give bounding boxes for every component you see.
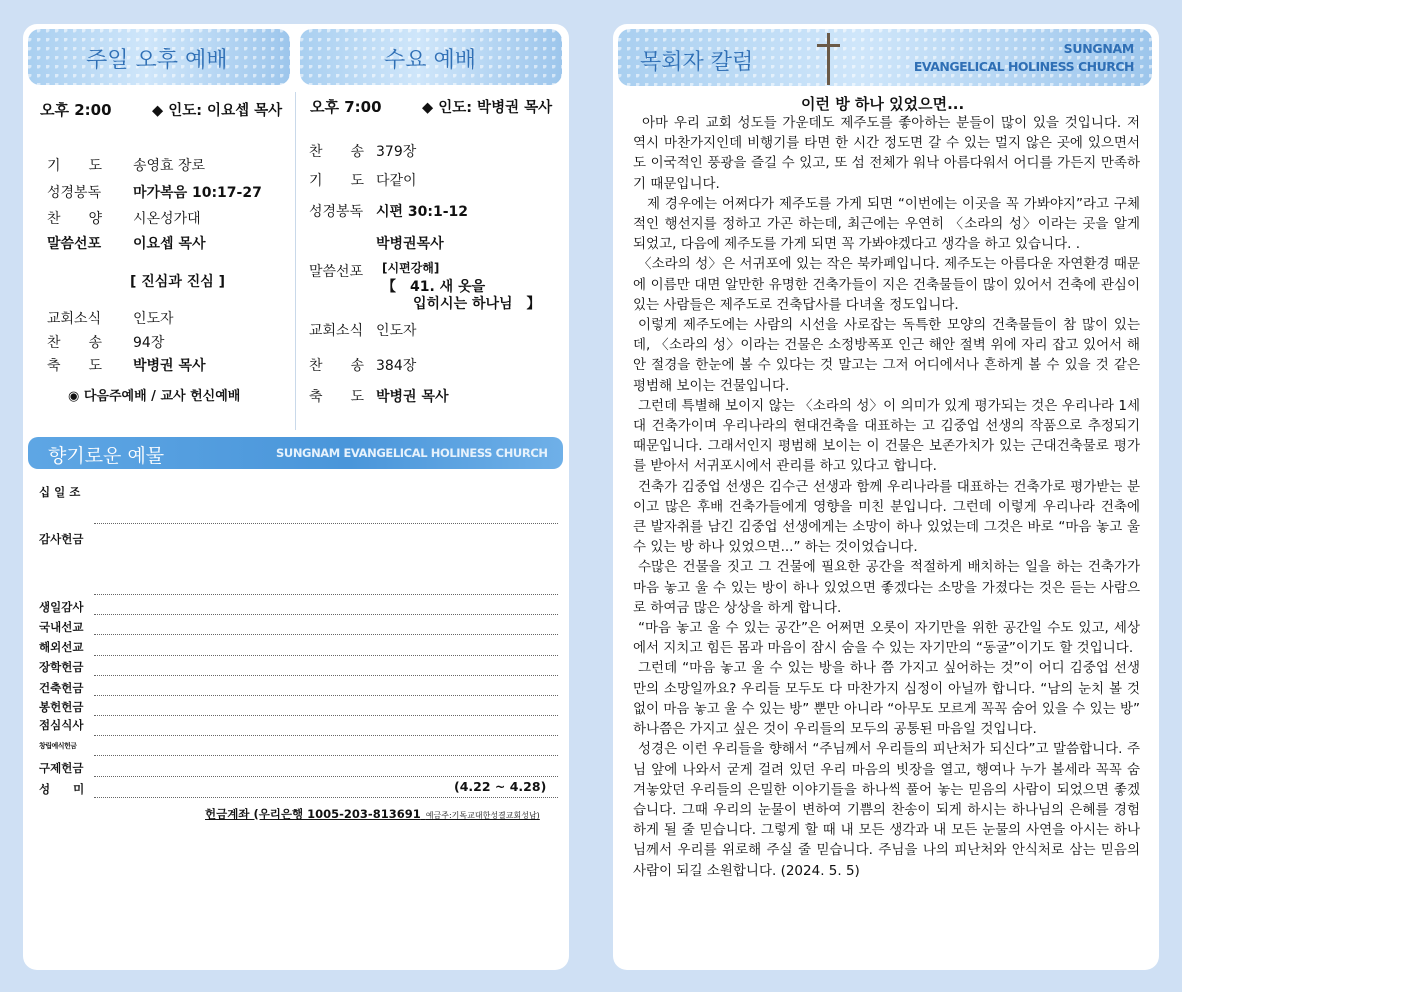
offering-line [94, 614, 558, 615]
column-paragraph: 제 경우에는 어쩌다가 제주도를 가게 되면 “이번에는 이곳을 꼭 가봐야지”라고 구체적인 행선지를 정하고 가곤 하는데, 최근에는 우연히 〈소라의 성〉이라는 곳을 알게 되었고, 다음에 제주도를 가게 되면 꼭 가봐야겠다고 생각을 하고 있습니다. . [633, 195, 1140, 253]
wednesday-news-label: 교회소식 [309, 323, 364, 339]
sunday-item-value: 인도자 [133, 311, 174, 327]
sunday-item-label: 찬 양 [47, 211, 103, 227]
wednesday-prayer: 다같이 [376, 173, 417, 189]
offering-label: 구제헌금 [39, 761, 84, 775]
account-holder: 예금주:기독교대한성결교회성남) [425, 811, 540, 820]
cross-icon [814, 31, 844, 87]
wednesday-hymn2-label: 찬 송 [309, 358, 365, 374]
offering-label: 창립예식헌금 [39, 742, 77, 750]
sunday-item-label: 성경봉독 [47, 185, 102, 201]
offering-label: 해외선교 [39, 640, 84, 654]
column-paragraph: 아마 우리 교회 성도들 가운데도 제주도를 좋아하는 분들이 많이 있을 것입니다. 저 역시 마찬가지인데 비행기를 타면 한 시간 정도면 갈 수 있는 멀지 않은 곳에 있으면서도 이국적인 풍광을 즐길 수 있고, 또 섬 전체가 워낙 아름다워서 어디를 가든지 만족하기 때문입니다. [633, 115, 1140, 192]
left-panel [23, 24, 569, 970]
offering-label: 감사헌금 [39, 532, 84, 546]
offering-label: 장학헌금 [39, 660, 84, 674]
sunday-item-label: 말씀선포 [47, 236, 102, 252]
offering-line [94, 634, 558, 635]
offering-line [94, 523, 558, 524]
column-header [618, 29, 1152, 86]
sunday-item-label: 교회소식 [47, 311, 102, 327]
offering-label: 점심식사 [39, 718, 84, 732]
wednesday-hymn: 379장 [376, 144, 417, 160]
column-body [633, 113, 1140, 881]
offering-line [94, 594, 558, 595]
next-week-notice: ◉ 다음주예배 / 교사 헌신예배 [68, 389, 241, 404]
sunday-time: 오후 2:00 [40, 101, 112, 119]
wednesday-reading-label: 성경봉독 [309, 204, 364, 220]
column-paragraph: 수많은 건물을 짓고 그 건물에 필요한 공간을 적절하게 배치하는 일을 하는 건축가가 마음 놓고 울 수 있는 방이 하나 있었으면 좋겠다는 소망을 가졌다는 것은 듣는 사람으로 하여금 많은 상상을 하게 합니다. [633, 559, 1140, 616]
offering-label: 국내선교 [39, 620, 84, 634]
sunday-item-value: 박병권 목사 [133, 358, 206, 374]
wednesday-sermon-line1: 【 41. 새 옷을 [382, 279, 486, 295]
wednesday-header [300, 29, 562, 85]
column-paragraph: 〈소라의 성〉은 서귀포에 있는 작은 북카페입니다. 제주도는 아름다운 자연환경 때문에 이름만 대면 알만한 유명한 건축가들이 지은 건축물들이 많이 있어서 건축에 관심이 있는 사람들은 제주도로 건축답사를 다녀올 정도입니다. [633, 256, 1140, 313]
column-paragraph: 성경은 이런 우리들을 향해서 “주님께서 우리들의 피난처가 되신다”고 말씀합니다. 주님 앞에 나와서 굳게 걸려 있던 우리 마음의 빗장을 열고, 행여나 누가 볼세라 꼭꼭 숨겨놓았던 우리들의 은밀한 이야기들을 하나씩 풀어 놓는 믿음의 사람이 되었으면 좋겠습니다. 그때 우리의 눈물이 변하여 기쁨의 찬송이 되게 하시는 하나님의 은혜를 경험하게 될 줄 믿습니다. 그렇게 할 때 내 모든 생각과 내 모든 눈물의 사연을 아시는 하나님께서 우리를 위로해 주실 줄 믿습니다. 주님을 나의 피난처와 안식처로 삼는 믿음의 사람이 되길 소원합니다. (2024. 5. 5) [633, 741, 1140, 879]
offering-label: 생일감사 [39, 600, 84, 614]
offering-line [94, 695, 558, 696]
sunday-leader: ◆ 인도: 이요셉 목사 [152, 103, 283, 119]
wednesday-title: 수요 예배 [384, 48, 477, 73]
offering-label: 건축헌금 [39, 681, 84, 695]
sunday-sermon-title: [ 진심과 진심 ] [130, 274, 226, 290]
wednesday-hymn-label: 찬 송 [309, 144, 365, 160]
offering-account [205, 803, 540, 822]
sunday-item-value: 송영효 장로 [133, 158, 206, 174]
sunday-pm-title: 주일 오후 예배 [86, 48, 228, 73]
wednesday-reader: 박병권목사 [376, 236, 444, 252]
sunday-item-value: 이요셉 목사 [133, 236, 206, 252]
offering-line [94, 655, 558, 656]
column-church-line1: SUNGNAM [1063, 41, 1134, 56]
wednesday-leader: ◆ 인도: 박병권 목사 [422, 100, 553, 116]
offering-line [94, 735, 558, 736]
offering-line [94, 675, 558, 676]
sunday-pm-header [28, 29, 290, 85]
wednesday-sermon-label: 말씀선포 [309, 264, 364, 280]
column-paragraph: 건축가 김중업 선생은 김수근 선생과 함께 우리나라를 대표하는 건축가로 평가받는 분이고 많은 후배 건축가들에게 영향을 미친 분입니다. 그런데 이렇게 우리나라 건축에 큰 발자취를 남긴 김중업 선생에게는 소망이 하나 있었는데 그것은 바로 “마음 놓고 울 수 있는 방 하나 있었으면...” 하는 것이었습니다. [633, 478, 1140, 556]
sunday-item-value: 94장 [133, 335, 165, 351]
sunday-item-value: 마가복음 10:17-27 [133, 185, 262, 201]
wednesday-blessing-label: 축 도 [309, 389, 365, 405]
offering-line [94, 715, 558, 716]
column-paragraph: 그런데 “마음 놓고 울 수 있는 방을 하나 쯤 가지고 싶어하는 것”이 어디 김중업 선생만의 소망일까요? 우리들 모두도 다 마찬가지 심정이 아닐까 합니다. “남의 눈치 볼 것 없이 마음 놓고 울 수 있는 방” 뿐만 아니라 “아무도 모르게 꼭꼭 숨어 있을 수 있는 방” 하나쯤은 가지고 싶은 것이 우리들의 모두의 공통된 마음일 것입니다. [633, 660, 1140, 738]
column-heading: 이런 방 하나 있었으면... [801, 95, 965, 113]
offering-label: 십 일 조 [39, 485, 81, 499]
sunday-item-label: 찬 송 [47, 335, 103, 351]
wednesday-news: 인도자 [376, 323, 417, 339]
wednesday-reading: 시편 30:1-12 [376, 204, 469, 220]
wednesday-sermon-line2: 입히시는 하나님 】 [413, 296, 541, 312]
offering-line [94, 776, 558, 777]
sunday-item-value: 시온성가대 [133, 211, 201, 227]
wednesday-sermon-series: [시편강해] [382, 261, 440, 275]
offering-label: 봉헌헌금 [39, 700, 84, 714]
offering-church-name: SUNGNAM EVANGELICAL HOLINESS CHURCH [276, 446, 548, 460]
column-title: 목회자 칼럼 [640, 50, 754, 75]
offering-line [94, 797, 558, 798]
column-paragraph: 이렇게 제주도에는 사람의 시선을 사로잡는 독특한 모양의 건축물들이 참 많이 있는데, 〈소라의 성〉이라는 건물은 소정방폭포 인근 해안 절벽 위에 자리 잡고 있어서 해안 절경을 한눈에 볼 수 있다는 것 말고는 그저 어디에서나 흔하게 볼 수 있을 것 같은 평범해 보이는 건물입니다. [633, 317, 1140, 394]
offering-label: 성 미 [39, 782, 85, 796]
wednesday-blessing: 박병권 목사 [376, 389, 449, 405]
offering-line [94, 755, 558, 756]
column-church-line2: EVANGELICAL HOLINESS CHURCH [913, 59, 1134, 74]
wednesday-prayer-label: 기 도 [309, 173, 365, 189]
offering-header [28, 437, 563, 469]
account-number: 헌금계좌 (우리은행 1005-203-813691 [205, 807, 421, 821]
sunday-item-label: 기 도 [47, 158, 103, 174]
column-paragraph: 그런데 특별해 보이지 않는 〈소라의 성〉이 의미가 있게 평가되는 것은 우리나라 1세대 건축가이며 우리나라의 현대건축을 대표하는 고 김중업 선생의 작품으로 추정되기 때문입니다. 그래서인지 평범해 보이는 이 건물은 보존가치가 있는 근대건축물로 평가를 받아서 서귀포시에서 관리를 하고 있다고 합니다. [633, 397, 1140, 475]
offering-period: (4.22 ~ 4.28) [454, 779, 547, 794]
sunday-item-label: 축 도 [47, 358, 103, 374]
offering-title: 향기로운 예물 [48, 445, 165, 467]
column-divider [295, 92, 296, 430]
wednesday-time: 오후 7:00 [310, 98, 382, 116]
wednesday-hymn2: 384장 [376, 358, 417, 374]
column-paragraph: “마음 놓고 울 수 있는 공간”은 어쩌면 오롯이 자기만을 위한 공간일 수도 있고, 세상에서 지치고 힘든 몸과 마음이 잠시 숨을 수 있는 자기만의 “동굴”이기도 할 것입니다. [633, 620, 1140, 657]
